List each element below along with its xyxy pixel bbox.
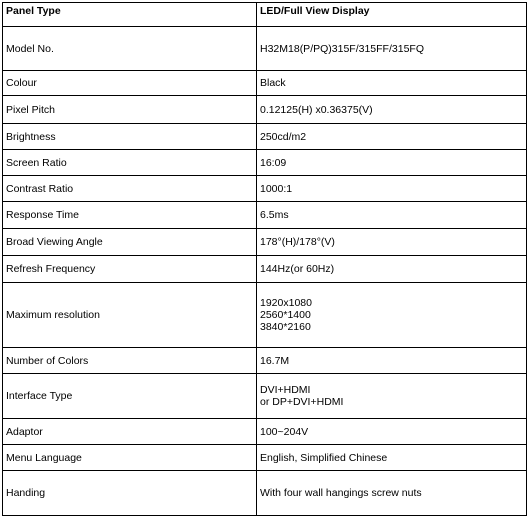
row-label: Interface Type: [3, 374, 257, 419]
row-label: Refresh Frequency: [3, 256, 257, 283]
spec-table-body: [3, 3, 527, 516]
row-value-line: H32M18(P/PQ)315F/315FF/315FQ: [260, 42, 424, 55]
row-value-line: 16.7M: [260, 354, 290, 367]
table-row: [3, 124, 527, 150]
row-label: Menu Language: [3, 445, 257, 471]
table-row: [3, 27, 527, 71]
table-row: [3, 348, 527, 374]
table-row: [3, 150, 527, 176]
row-value-line: 0.12125(H) x0.36375(V): [260, 103, 373, 116]
table-row: [3, 176, 527, 202]
row-value: [257, 283, 527, 348]
row-value-line: 16:09: [260, 156, 287, 169]
spec-table: [2, 2, 527, 516]
table-row: [3, 229, 527, 256]
row-label: Screen Ratio: [3, 150, 257, 176]
row-value-line: 2560*1400: [260, 309, 311, 321]
table-row: [3, 445, 527, 471]
row-value-line: 100~204V: [260, 425, 309, 438]
table-row: [3, 202, 527, 229]
row-label: Model No.: [3, 27, 257, 71]
row-label: Handing: [3, 471, 257, 516]
row-value: [257, 374, 527, 419]
row-value-line: 1000:1: [260, 182, 293, 195]
row-value: [257, 348, 527, 374]
row-value: [257, 124, 527, 150]
table-row: [3, 283, 527, 348]
row-value-line: With four wall hangings screw nuts: [260, 487, 422, 499]
row-value: [257, 71, 527, 96]
row-value-line: 178°(H)/178°(V): [260, 236, 335, 248]
row-value-line: Black: [260, 77, 286, 89]
header-row: [3, 3, 527, 27]
row-label: Colour: [3, 71, 257, 96]
row-value: [257, 471, 527, 516]
row-label: Adaptor: [3, 419, 257, 445]
row-label: Pixel Pitch: [3, 96, 257, 124]
row-label: Response Time: [3, 202, 257, 229]
row-value-line: 144Hz(or 60Hz): [260, 263, 335, 275]
row-value: [257, 27, 527, 71]
row-label: Broad Viewing Angle: [3, 229, 257, 256]
row-value-line: DVI+HDMI: [260, 384, 311, 396]
row-value-line: 3840*2160: [260, 321, 311, 333]
table-row: [3, 419, 527, 445]
table-row: [3, 71, 527, 96]
header-value: LED/Full View Display: [257, 3, 527, 27]
row-value: [257, 202, 527, 229]
table-row: [3, 374, 527, 419]
row-label: Contrast Ratio: [3, 176, 257, 202]
table-row: [3, 96, 527, 124]
row-value-line: 250cd/m2: [260, 130, 307, 143]
row-value: [257, 256, 527, 283]
row-value: [257, 150, 527, 176]
row-value: [257, 176, 527, 202]
row-value-line: 1920x1080: [260, 297, 312, 309]
row-label: Number of Colors: [3, 348, 257, 374]
header-label: Panel Type: [3, 3, 257, 27]
row-value-line: English, Simplified Chinese: [260, 451, 388, 464]
table-row: [3, 256, 527, 283]
row-value: [257, 96, 527, 124]
row-value: [257, 229, 527, 256]
row-value-line: 6.5ms: [260, 209, 289, 221]
table-row: [3, 471, 527, 516]
row-value: [257, 419, 527, 445]
row-label: Maximum resolution: [3, 283, 257, 348]
row-label: Brightness: [3, 124, 257, 150]
row-value: [257, 445, 527, 471]
row-value-line: or DP+DVI+HDMI: [260, 396, 344, 408]
